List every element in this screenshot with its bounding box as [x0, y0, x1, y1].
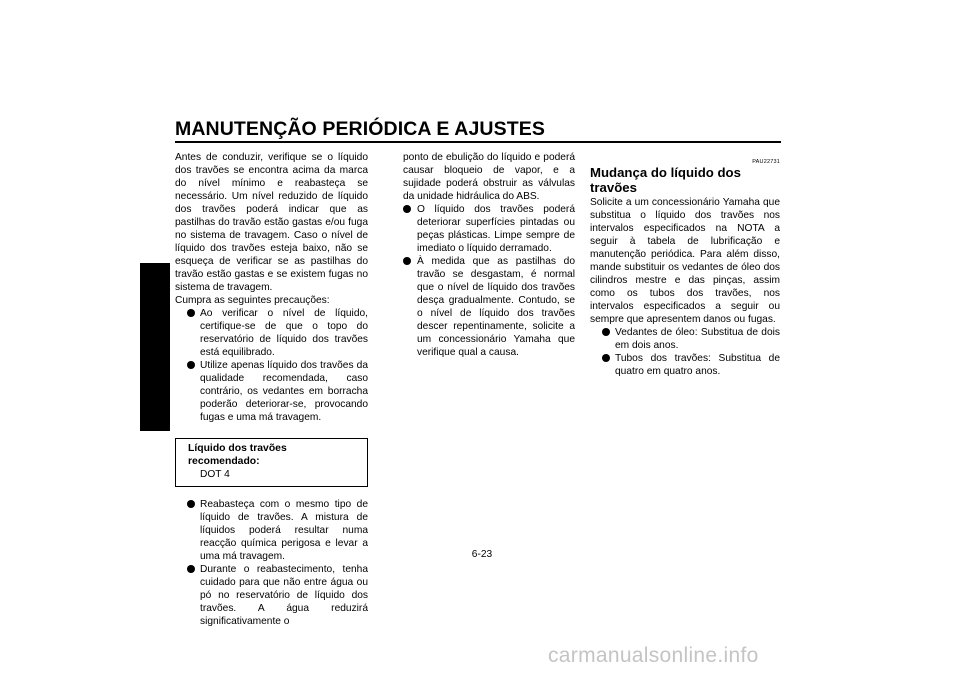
list-item: Utilize apenas líquido dos travões da qualidade recomendada, caso contrário, os vedantes em borracha poderão deteriorar-se, provocando fugas e uma má travagem. — [187, 359, 368, 424]
precautions-list-continued — [175, 498, 368, 628]
section-body: Solicite a um concessionário Yamaha que substitua o líquido dos travões nos intervalos especificados na NOTA a seguir à tabela de lubrificação e manutenção periódica. Para além disso, mande substituir os vedantes de óleo dos cilindros mestre e das pinças, assim como os tubos dos travões, nos intervalos especificados a seguir ou sempre que apresentem danos ou fugas. — [590, 197, 780, 325]
list-item: O líquido dos travões poderá deteriorar superfícies pintadas ou peças plásticas. Limpe sempre de imediato o líquido derramado. — [403, 203, 575, 255]
list-item: À medida que as pastilhas do travão se desgastam, é normal que o nível de líquido dos travões desça gradualmente. Contudo, se o nível de líquido dos travões descer repentinamente, solicite a um concessionário Yamaha que verifique qual a causa. — [403, 255, 575, 359]
intro-paragraph: Antes de conduzir, verifique se o líquido dos travões se encontra acima da marca do nível mínimo e reabasteça se necessário. Um nível reduzido de líquido dos travões poderá indicar que as pastilhas do travão estão gastas e/ou fuga no sistema de travagem. Caso o nível de líquido dos travões esteja baixo, não se esqueça de verificar se as pastilhas do travão estão gastas e se existem fugas no sistema de travagem. — [175, 152, 368, 293]
text-column-2 — [403, 151, 575, 359]
continuation-paragraph: ponto de ebulição do líquido e poderá causar bloqueio de vapor, e a sujidade poderá obstruir as válvulas da unidade hidráulica do ABS. — [403, 152, 575, 202]
list-item: Reabasteça com o mesmo tipo de líquido de travões. A mistura de líquidos poderá resultar numa reacção química perigosa e levar a uma má travagem. — [187, 498, 368, 563]
section-heading: Mudança do líquido dos travões — [590, 165, 741, 195]
reference-code: PAU22731 — [752, 159, 780, 165]
watermark: carmanualsonline.info — [548, 644, 759, 667]
chapter-tab — [140, 263, 170, 431]
warnings-list — [403, 203, 575, 359]
replacement-list — [590, 326, 780, 378]
header-divider — [175, 141, 781, 143]
spec-box — [175, 438, 368, 487]
spec-value: DOT 4 — [200, 469, 230, 480]
list-item: Durante o reabastecimento, tenha cuidado para que não entre água ou pó no reservatório de líquido dos travões. A água reduzirá significativamente o — [187, 563, 368, 628]
page-title: MANUTENÇÃO PERIÓDICA E AJUSTES — [175, 118, 545, 140]
text-column-3 — [590, 159, 780, 378]
list-item: Vedantes de óleo: Substitua de dois em dois anos. — [602, 326, 780, 352]
precautions-list — [175, 307, 368, 424]
precautions-lead: Cumpra as seguintes precauções: — [175, 295, 330, 306]
chapter-number: 6 — [151, 348, 159, 363]
list-item: Tubos dos travões: Substitua de quatro em quatro anos. — [602, 352, 780, 378]
page-number: 6-23 — [471, 549, 493, 560]
spec-title: Líquido dos travões recomendado: — [188, 443, 287, 467]
text-column-1 — [175, 151, 368, 628]
list-item: Ao verificar o nível de líquido, certifique-se de que o topo do reservatório de líquido dos travões está equilibrado. — [187, 307, 368, 359]
